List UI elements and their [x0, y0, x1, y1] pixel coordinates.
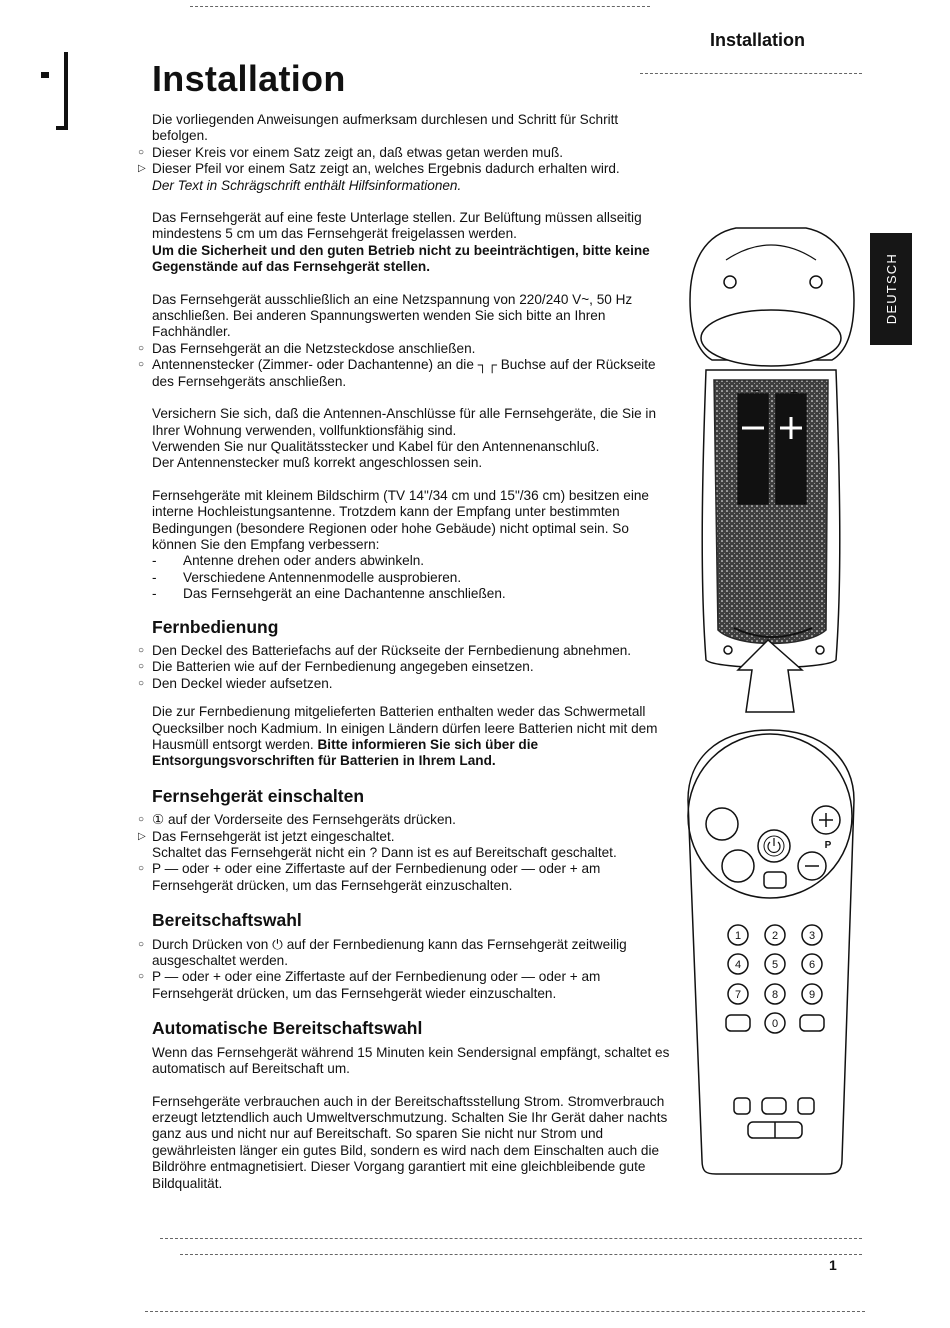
circle-step-icon: ○	[138, 661, 145, 673]
circle-step-icon: ○	[138, 938, 145, 950]
digit-key-label: 5	[771, 959, 779, 971]
antenna-text-3: Der Antennenstecker muß korrekt angeschlossen sein.	[152, 455, 483, 471]
section-heading-standby: Bereitschaftswahl	[152, 910, 302, 931]
running-header: Installation	[709, 30, 805, 50]
power-icon: ⏻	[272, 936, 283, 952]
digit-key-label: 4	[734, 959, 742, 971]
digit-key-label: 6	[808, 959, 816, 971]
standby-step-1: ○ Durch Drücken von ⏻ auf der Fernbedienung kann das Fernsehgerät zeitweilig ausgeschaltet werden.	[138, 936, 627, 969]
power-text: Das Fernsehgerät ausschließlich an eine Netzspannung von 220/240 V~, 50 Hz anschließen. Bei anderen Spannungswerten wenden Sie sich bitte an Ihren Fachhändler.	[152, 291, 633, 340]
antenna-text-2: Verwenden Sie nur Qualitätsstecker und Kabel für den Antennenanschluß.	[152, 438, 600, 454]
digit-key-label: 8	[771, 989, 779, 1001]
scan-artifact-bottom	[145, 1311, 865, 1312]
power-step-1: ○ Das Fernsehgerät an die Netzsteckdose anschließen.	[138, 340, 476, 356]
power-icon: ①	[152, 812, 165, 828]
main-content	[138, 112, 677, 1192]
battery-plus-label: +	[789, 384, 799, 400]
placement-warning: Um die Sicherheit und den guten Betrieb nicht zu beeinträchtigen, bitte keine Gegenstände auf das Fernsehgerät stellen.	[152, 242, 650, 275]
section-heading-remote: Fernbedienung	[152, 616, 279, 637]
power-step-2: ○ Antennenstecker (Zimmer- oder Dachantenne) an die ┐┌ Buchse auf der Rückseite des Fernsehgeräts anschließen.	[138, 357, 656, 389]
switch-on-result: ▷ Das Fernsehgerät ist jetzt eingeschaltet.	[138, 828, 395, 844]
p-label: P	[824, 840, 832, 851]
digit-key-label: 3	[808, 930, 816, 942]
auto-standby-text-2: Fernsehgeräte verbrauchen auch in der Bereitschaftsstellung Strom. Stromverbrauch erzeugt letztendlich auch Umweltverschmutzung. Schalten Sie Ihr Gerät daher nachts ganz aus und nicht nur auf Bereitschaft. So sparen Sie nicht nur Strom und gewährleisten länger ein gutes Bild, sondern es wird nach dem Einschalten auch die Bildröhre entmagnetisiert. Dieser Vorgang garantiert mit eine gleichbleibende gute Bildqualität.	[152, 1093, 668, 1191]
circle-step-icon: ○	[138, 342, 145, 354]
intro-arrow-note: ▷ Dieser Pfeil vor einem Satz zeigt an, welches Ergebnis dadurch erhalten wird.	[138, 161, 620, 177]
antenna-text-1: Versichern Sie sich, daß die Antennen-Anschlüsse für alle Fernsehgeräte, die Sie in Ihrer Wohnung verwenden, vollfunktionsfähig sind.	[152, 406, 657, 438]
intro-italic-note: Der Text in Schrägschrift enthält Hilfsinformationen.	[152, 177, 462, 193]
small-tv-text: Fernsehgeräte mit kleinem Bildschirm (TV 14"/34 cm und 15"/36 cm) besitzen eine interne Hochleistungsantenne. Trotzdem kann der Empfang unter bestimmten Bedingungen (besondere Regionen oder hohe Gebäude) nicht optimal sein. So können Sie den Empfang verbessern:	[152, 487, 649, 552]
header-rule	[640, 73, 862, 74]
digit-key-label: 2	[771, 930, 779, 942]
digit-key-label: 1	[734, 930, 742, 942]
digit-key-label: 0	[771, 1018, 779, 1030]
section-heading-switch-on: Fernsehgerät einschalten	[152, 785, 365, 806]
corner-mark	[56, 52, 76, 130]
standby-step-2: ○ P — oder + oder eine Ziffertaste auf der Fernbedienung oder — oder + am Fernsehgerät drücken, um das Fernsehgerät wieder einzuschalten.	[138, 969, 601, 1001]
circle-step-icon: ○	[138, 677, 145, 689]
footer-rule-2	[180, 1254, 862, 1255]
intro-text: Die vorliegenden Anweisungen aufmerksam durchlesen und Schritt für Schritt befolgen.	[152, 112, 619, 144]
circle-step-icon: ○	[138, 971, 145, 983]
remote-back	[702, 370, 840, 668]
language-tab: DEUTSCH	[870, 233, 912, 345]
circle-step-icon: ○	[138, 644, 145, 656]
section-heading-auto-standby: Automatische Bereitschaftswahl	[152, 1018, 423, 1039]
remote-step-2: ○ Die Batterien wie auf der Fernbedienung angegeben einsetzen.	[138, 659, 534, 675]
battery-cover	[690, 228, 854, 366]
switch-on-hint: Schaltet das Fernsehgerät nicht ein ? Dann ist es auf Bereitschaft geschaltet.	[152, 845, 617, 861]
intro-circle-note: ○ Dieser Kreis vor einem Satz zeigt an, daß etwas getan werden muß.	[138, 144, 564, 160]
circle-step-icon: ○	[138, 146, 145, 158]
antenna-socket-icon: ┐┌	[477, 357, 497, 373]
tip-item: - Verschiedene Antennenmodelle ausprobieren.	[152, 570, 677, 586]
digit-key-label: 7	[734, 989, 742, 1001]
switch-on-step-2: ○ P — oder + oder eine Ziffertaste auf der Fernbedienung oder — oder + am Fernsehgerät drücken, um das Fernsehgerät einzuschalten.	[138, 861, 601, 893]
arrow-result-icon: ▷	[138, 830, 146, 842]
remote-step-1: ○ Den Deckel des Batteriefachs auf der Rückseite der Fernbedienung abnehmen.	[138, 642, 632, 658]
placement-text: Das Fernsehgerät auf eine feste Unterlage stellen. Zur Belüftung müssen allseitig mindestens 5 cm um das Fernsehgerät freigelassen werden.	[152, 210, 642, 242]
footer-rule-1	[160, 1238, 862, 1239]
remote-illustration	[676, 220, 866, 1180]
circle-step-icon: ○	[138, 359, 145, 371]
page-number: 1	[829, 1257, 837, 1273]
circle-step-icon: ○	[138, 814, 145, 826]
page-title: Installation	[152, 58, 346, 99]
remote-step-3: ○ Den Deckel wieder aufsetzen.	[138, 675, 333, 691]
circle-step-icon: ○	[138, 863, 145, 875]
battery-minus-label: −	[751, 382, 761, 398]
tip-item: - Das Fernsehgerät an eine Dachantenne anschließen.	[152, 586, 677, 602]
switch-on-step-1: ○ ① auf der Vorderseite des Fernsehgeräts drücken.	[138, 812, 456, 828]
tip-item: - Antenne drehen oder anders abwinkeln.	[152, 553, 677, 569]
remote-front	[688, 730, 854, 1174]
auto-standby-text-1: Wenn das Fernsehgerät während 15 Minuten kein Sendersignal empfängt, schaltet es automatisch auf Bereitschaft um.	[152, 1044, 670, 1077]
battery-text: Die zur Fernbedienung mitgelieferten Batterien enthalten weder das Schwermetall Quecksilber noch Kadmium. In einigen Ländern dürfen leere Batterien nicht mit dem Hausmüll entsorgt werden. Bitte informieren Sie sich über die Entsorgungsvorschriften für Batterien in Ihrem Land.	[152, 704, 658, 769]
scan-artifact-top	[190, 6, 650, 7]
digit-key-label: 9	[808, 989, 816, 1001]
arrow-result-icon: ▷	[138, 163, 146, 175]
